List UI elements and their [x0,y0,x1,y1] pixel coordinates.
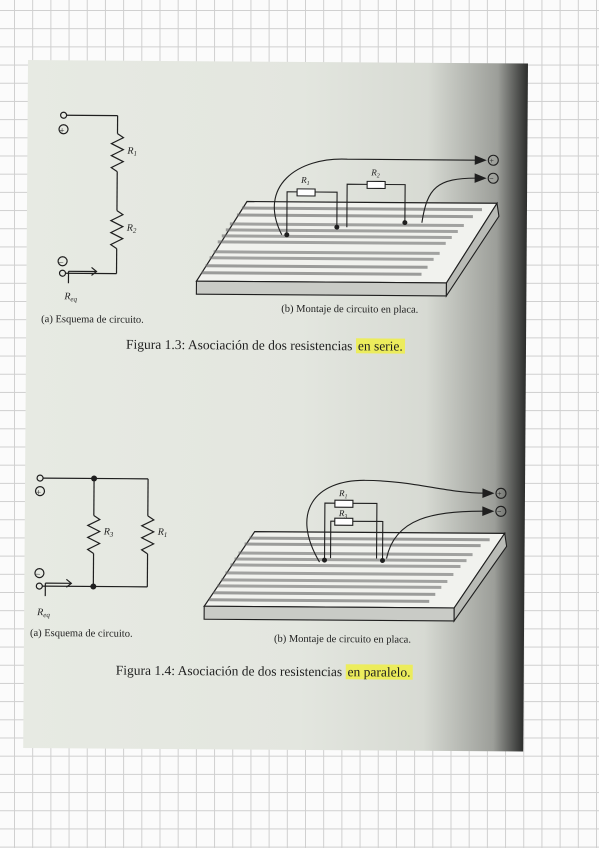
parallel-schematic-plus-sign: + [35,487,42,498]
parallel-schematic-caption: (a) Esquema de circuito. [29,628,133,640]
parallel-r1-label: R [157,526,164,538]
series-caption-highlight: en serie. [357,338,403,354]
parallel-r1-subscript: 1 [163,530,168,539]
board-plus-sign: + [489,156,494,166]
series-caption-text: Figura 1.3: Asociación de dos resistencias [125,336,353,354]
parallel-r3-label: R [103,526,110,538]
series-board-caption: (b) Montaje de circuito en placa. [281,303,419,316]
r2-label: R [126,222,133,234]
svg-text:R1 [300,175,310,187]
book-page-photo [23,60,528,751]
board-minus-sign: − [489,174,494,184]
parallel-board-r1-label: R [338,488,345,499]
schematic-plus-sign: + [59,125,65,136]
series-schematic [46,105,167,316]
parallel-req-subscript: eq [43,611,50,620]
schematic-minus-sign: − [58,257,64,268]
parallel-board-r3-subscript: 3 [344,514,348,521]
r1-subscript: 1 [133,149,137,158]
parallel-board-r3-label: R [338,508,345,519]
svg-text:R1 [157,527,168,539]
parallel-req-label: R [37,607,44,619]
r1-label: R [127,145,134,157]
svg-text:Req [63,291,77,303]
board-r1-label: R [301,174,307,185]
parallel-figure-caption [116,663,413,681]
parallel-caption-text: Figura 1.4: Asociación de dos resistencias [115,662,343,680]
board-r2-label: R [371,167,377,178]
svg-text:R3 [103,527,114,539]
board-r2-subscript: 2 [376,173,380,180]
svg-text:R1 [126,146,137,158]
series-breadboard [186,146,507,308]
r2-subscript: 2 [132,226,137,235]
series-schematic-caption: (a) Esquema de circuito. [41,314,144,326]
parallel-caption-highlight: en paralelo. [347,664,411,680]
parallel-breadboard [194,471,515,633]
svg-text:R2 [126,223,137,235]
series-figure-caption [126,337,405,355]
parallel-board-r1-subscript: 1 [344,494,348,501]
parallel-r3-subscript: 3 [109,530,114,539]
svg-text:R1 [338,488,348,500]
board-r1-subscript: 1 [306,180,310,187]
parallel-schematic [29,470,180,631]
svg-text:Req [36,607,50,619]
req-subscript: eq [70,295,78,304]
req-label: R [64,291,71,303]
parallel-board-caption: (b) Montaje de circuito en placa. [273,633,412,646]
svg-text:R2 [370,167,380,179]
parallel-board-minus-sign: − [496,507,502,517]
parallel-board-plus-sign: + [496,489,502,499]
parallel-schematic-minus-sign: − [35,569,41,580]
